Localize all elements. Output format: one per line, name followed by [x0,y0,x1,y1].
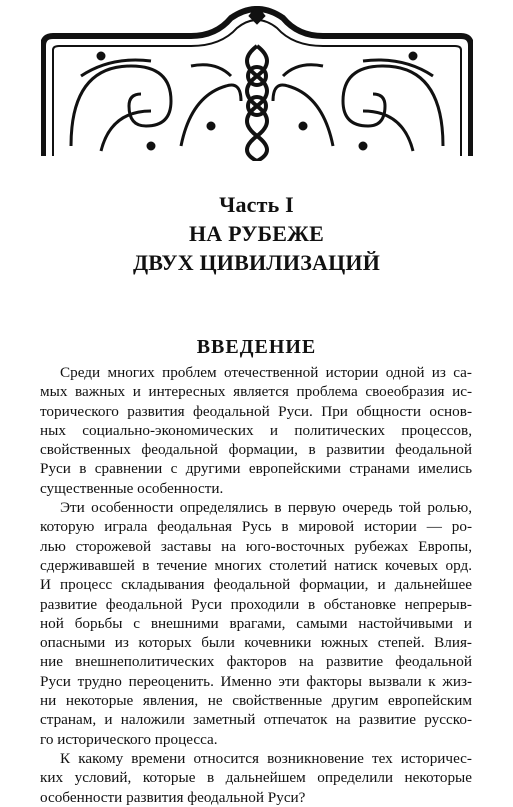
part-title-line-2: ДВУХ ЦИВИЛИЗАЦИЙ [132,250,381,275]
text-line: К какому времени относится возникновение тех историчес- [60,749,472,767]
decorative-headpiece [41,6,473,161]
text-line: странам, и наложили заметный отпечаток на развитие русско- [40,711,472,729]
part-title-line-1: НА РУБЕЖЕ [189,221,324,246]
text-line: мых важных и интересных является проблема своеобразия ис- [40,383,472,401]
text-line: ких условий, которые в дальнейшем определили некоторые [40,769,472,787]
text-line: которую играла феодальная Русь в мировой истории — ро- [40,518,472,536]
text-line: существенные особенности. [40,479,224,497]
text-line: Руси трудно переоценить. Именно эти факторы вызвали к жиз- [40,672,472,690]
text-line: Среди многих проблем отечественной истории одной из са- [60,364,472,381]
text-line: ни некоторые явления, не свойственные другим европейским [40,692,472,710]
text-line: сдерживавшей в течение многих столетий натиск кочевых орд. [40,556,472,574]
text-line: лью сторожевой заставы на юго-восточных рубежах Европы, [40,537,472,555]
text-line: торического развития феодальной Руси. При общности основ- [40,402,472,420]
text-line: опасными из которых были кочевники южных степей. Влия- [40,634,472,652]
section-title: ВВЕДЕНИЕ [196,336,317,358]
body-text [40,363,472,807]
text-line: развитие феодальной Руси проходили в обстановке непрерыв- [40,595,472,613]
part-label: Часть I [219,192,294,217]
text-line: го исторического процесса. [40,730,218,748]
text-line: И процесс складывания феодальной формации, и дальнейшее [40,576,472,594]
text-line: особенности развития феодальной Руси? [40,788,306,806]
text-line: ной борьбы с внешними врагами, самыми настойчивыми и [40,614,472,632]
text-line: ние внешнеполитических факторов на развитие феодальной [40,653,472,671]
text-line: свойственных феодальной формации, в развитии феодальной [40,441,472,459]
part-heading [0,190,513,277]
text-line: Руси в сравнении с другими европейскими странами имелись [40,460,472,478]
text-line: ных социально-экономических и политических процессов, [40,421,472,439]
text-line: Эти особенности определялись в первую очередь той ролью, [60,499,472,517]
